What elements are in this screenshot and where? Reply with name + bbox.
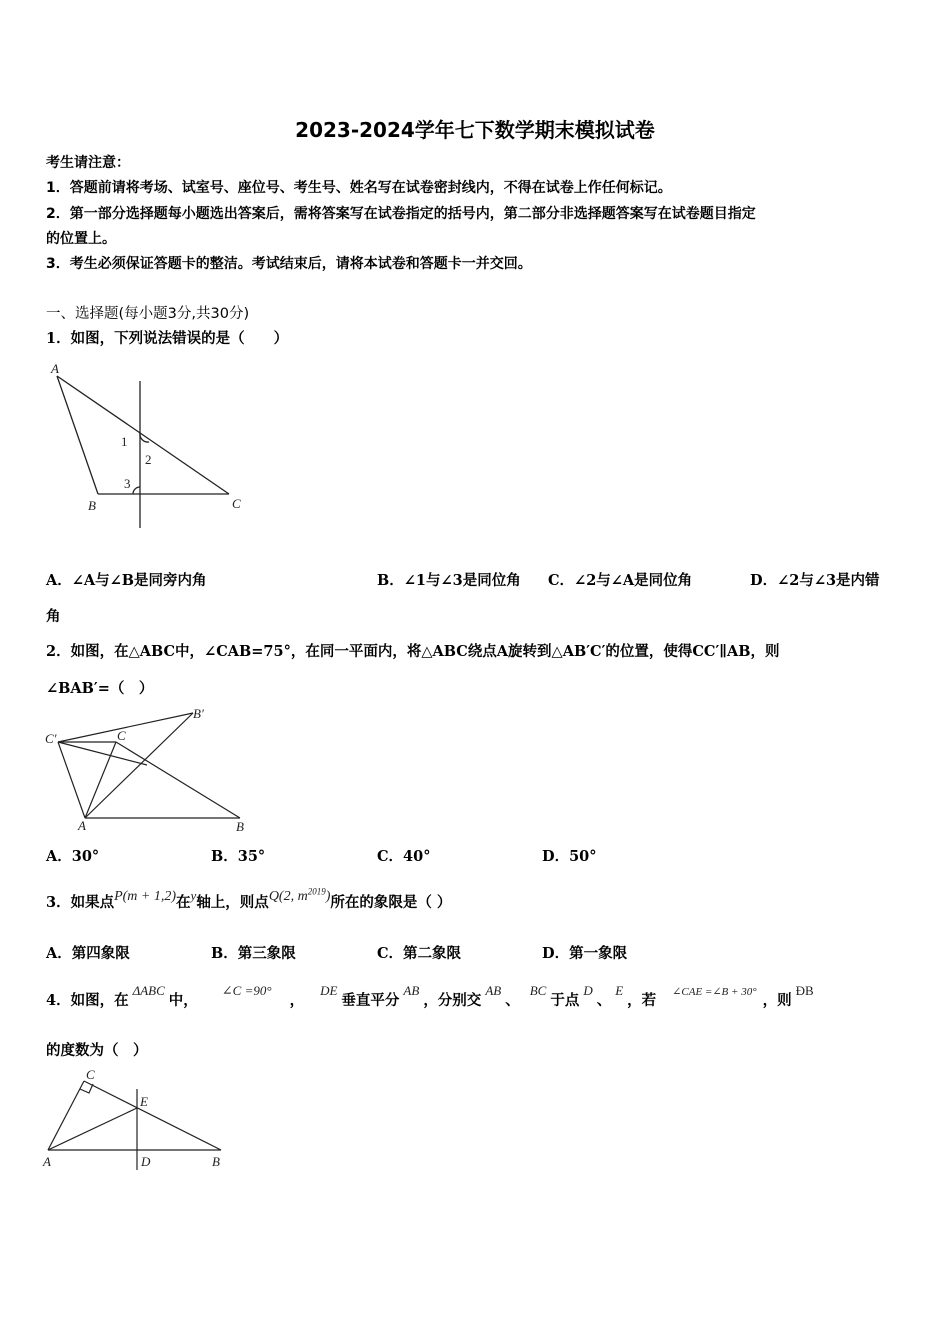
q2-label-cprime: C′: [45, 731, 57, 746]
q4-text: ，若: [627, 992, 657, 1009]
q4-math-e: E: [615, 983, 624, 998]
q1-option-wrap: 角: [46, 608, 61, 625]
q1-stem: 1．如图，下列说法错误的是（ ）: [46, 330, 289, 347]
q2-stem: 2．如图，在△ABC中，∠CAB=75°，在同一平面内，将△ABC绕点A旋转到△AB′C′的位置，使得CC′∥AB，则: [46, 643, 780, 660]
q1-label-c: C: [232, 496, 241, 511]
notice-item: 的位置上。: [46, 231, 116, 247]
q1-label-b: B: [88, 498, 96, 513]
q4-math-ab-2: AB: [485, 983, 502, 998]
q1-option-d: D．∠2与∠3是内错: [750, 572, 880, 589]
q4-text: 于点: [550, 992, 580, 1009]
q1-option-c: C．∠2与∠A是同位角: [548, 572, 693, 589]
q3-suffix: 所在的象限是（ ）: [330, 894, 452, 911]
q2-option-d: D．50°: [542, 848, 597, 865]
q4-text: ，分别交: [423, 992, 482, 1009]
q1-label-3: 3: [124, 476, 131, 491]
q1-label-a: A: [51, 361, 59, 376]
q1-label-2: 2: [145, 452, 152, 467]
q4-math-angle-c: ∠C =90°: [221, 983, 272, 998]
q4-math-ab: AB: [403, 983, 420, 998]
q4-math-d: D: [583, 983, 593, 998]
q4-math-de: DE: [320, 983, 338, 998]
q3-option-b: B．第三象限: [211, 945, 296, 962]
q3-option-a: A．第四象限: [46, 945, 130, 962]
q3-point-q-exp: 2019: [307, 886, 326, 897]
q1-option-b: B．∠1与∠3是同位角: [377, 572, 521, 589]
q4-stem-line2: 的度数为（ ）: [46, 1042, 148, 1059]
q4-label-b: B: [212, 1154, 220, 1169]
q4-text: 中，: [168, 992, 198, 1009]
q2-stem-line2: ∠BAB′=（ ）: [46, 680, 154, 697]
q3-mid1: 在: [176, 894, 191, 911]
q4-label-d: D: [141, 1154, 151, 1169]
q2-label-c: C: [117, 728, 126, 743]
q4-text: 4．如图，在: [46, 992, 129, 1009]
q4-text: ，则: [762, 992, 792, 1009]
q3-option-c: C．第二象限: [377, 945, 462, 962]
notice-item: 1．答题前请将考场、试室号、座位号、考生号、姓名写在试卷密封线内，不得在试卷上作任何标记。: [46, 180, 672, 196]
q2-label-b: B: [236, 819, 244, 834]
q4-label-c: C: [86, 1067, 95, 1082]
q4-math-angle-cae: ∠CAE =∠B + 30°: [672, 986, 757, 998]
q3-point-q-close: ): [325, 889, 331, 904]
q3-option-d: D．第一象限: [542, 945, 628, 962]
q2-label-a: A: [78, 818, 86, 833]
q3-axis-y: y: [190, 888, 197, 903]
q4-text: 、: [596, 992, 612, 1009]
q3-prefix: 3．如果点: [46, 894, 115, 911]
q4-text: ，: [289, 992, 305, 1009]
q3-mid2: 轴上，则点: [196, 894, 269, 911]
q1-option-a: A．∠A与∠B是同旁内角: [46, 572, 207, 589]
q1-label-1: 1: [121, 434, 128, 449]
q2-option-a: A．30°: [46, 848, 100, 865]
q4-math-bc: BC: [529, 983, 547, 998]
q4-math-angle-b: ÐB: [795, 983, 814, 998]
q2-option-c: C．40°: [377, 848, 431, 865]
notice-item: 3．考生必须保证答题卡的整洁。考试结束后，请将本试卷和答题卡一并交回。: [46, 256, 532, 272]
q4-text: 、: [505, 992, 520, 1009]
page-title: 2023-2024学年七下数学期末模拟试卷: [295, 118, 655, 142]
q4-label-e: E: [140, 1094, 148, 1109]
q3-point-p: P(m + 1,2): [114, 889, 177, 904]
section-heading: 一、选择题(每小题3分,共30分): [46, 306, 250, 322]
q4-text: 垂直平分: [341, 992, 400, 1009]
q3-point-q-base: Q(2, m: [268, 889, 308, 904]
q4-math-abc: ΔABC: [132, 983, 165, 998]
notice-heading: 考生请注意：: [46, 155, 130, 171]
q2-option-b: B．35°: [211, 848, 266, 865]
q2-label-bprime: B′: [193, 706, 204, 721]
q4-label-a: A: [43, 1154, 51, 1169]
notice-item: 2．第一部分选择题每小题选出答案后，需将答案写在试卷指定的括号内，第二部分非选择题答案写在试卷题目指定: [46, 206, 756, 222]
